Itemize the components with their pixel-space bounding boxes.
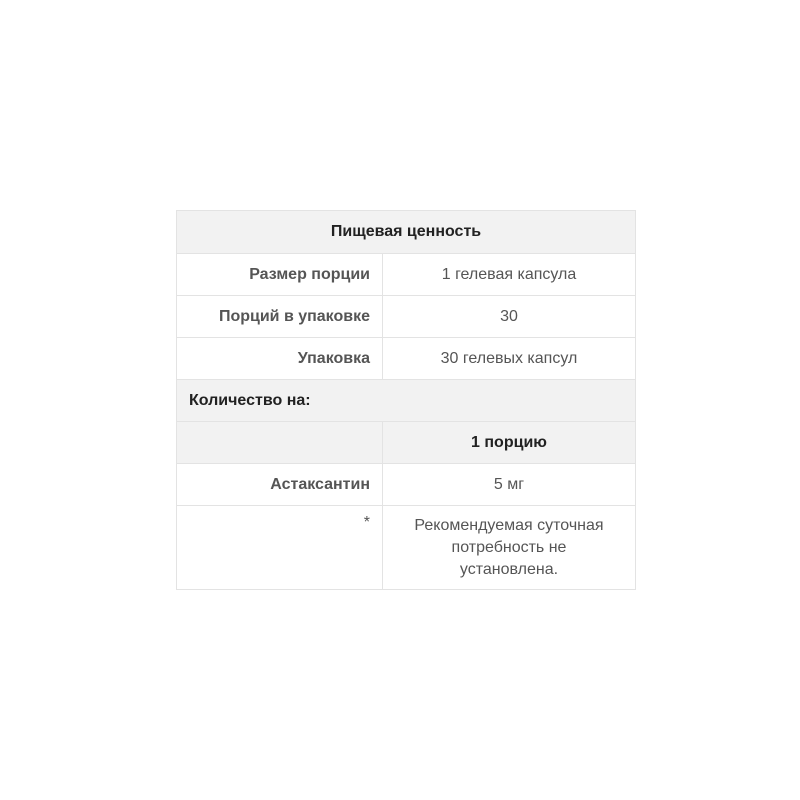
title-row: [177, 211, 636, 254]
column-header-row: [177, 422, 636, 464]
nutrient-name: Астаксантин: [177, 464, 383, 506]
nutrient-amount: 5 мг: [383, 464, 636, 506]
footnote-row: [177, 506, 636, 590]
nutrition-facts-table: [176, 210, 636, 590]
servings-per-container-label: Порций в упаковке: [177, 296, 383, 338]
package-label: Упаковка: [177, 338, 383, 380]
serving-size-label: Размер порции: [177, 254, 383, 296]
empty-header-cell: [177, 422, 383, 464]
servings-per-container-row: [177, 296, 636, 338]
nutrient-row: [177, 464, 636, 506]
amount-per-heading: Количество на:: [177, 380, 636, 422]
footnote-mark: *: [177, 506, 383, 590]
per-serving-header: 1 порцию: [383, 422, 636, 464]
serving-size-row: [177, 254, 636, 296]
package-value: 30 гелевых капсул: [383, 338, 636, 380]
amount-per-row: [177, 380, 636, 422]
footnote-text: Рекомендуемая суточная потребность не установлена.: [383, 506, 636, 590]
serving-size-value: 1 гелевая капсула: [383, 254, 636, 296]
table-title: Пищевая ценность: [177, 211, 636, 254]
servings-per-container-value: 30: [383, 296, 636, 338]
package-row: [177, 338, 636, 380]
